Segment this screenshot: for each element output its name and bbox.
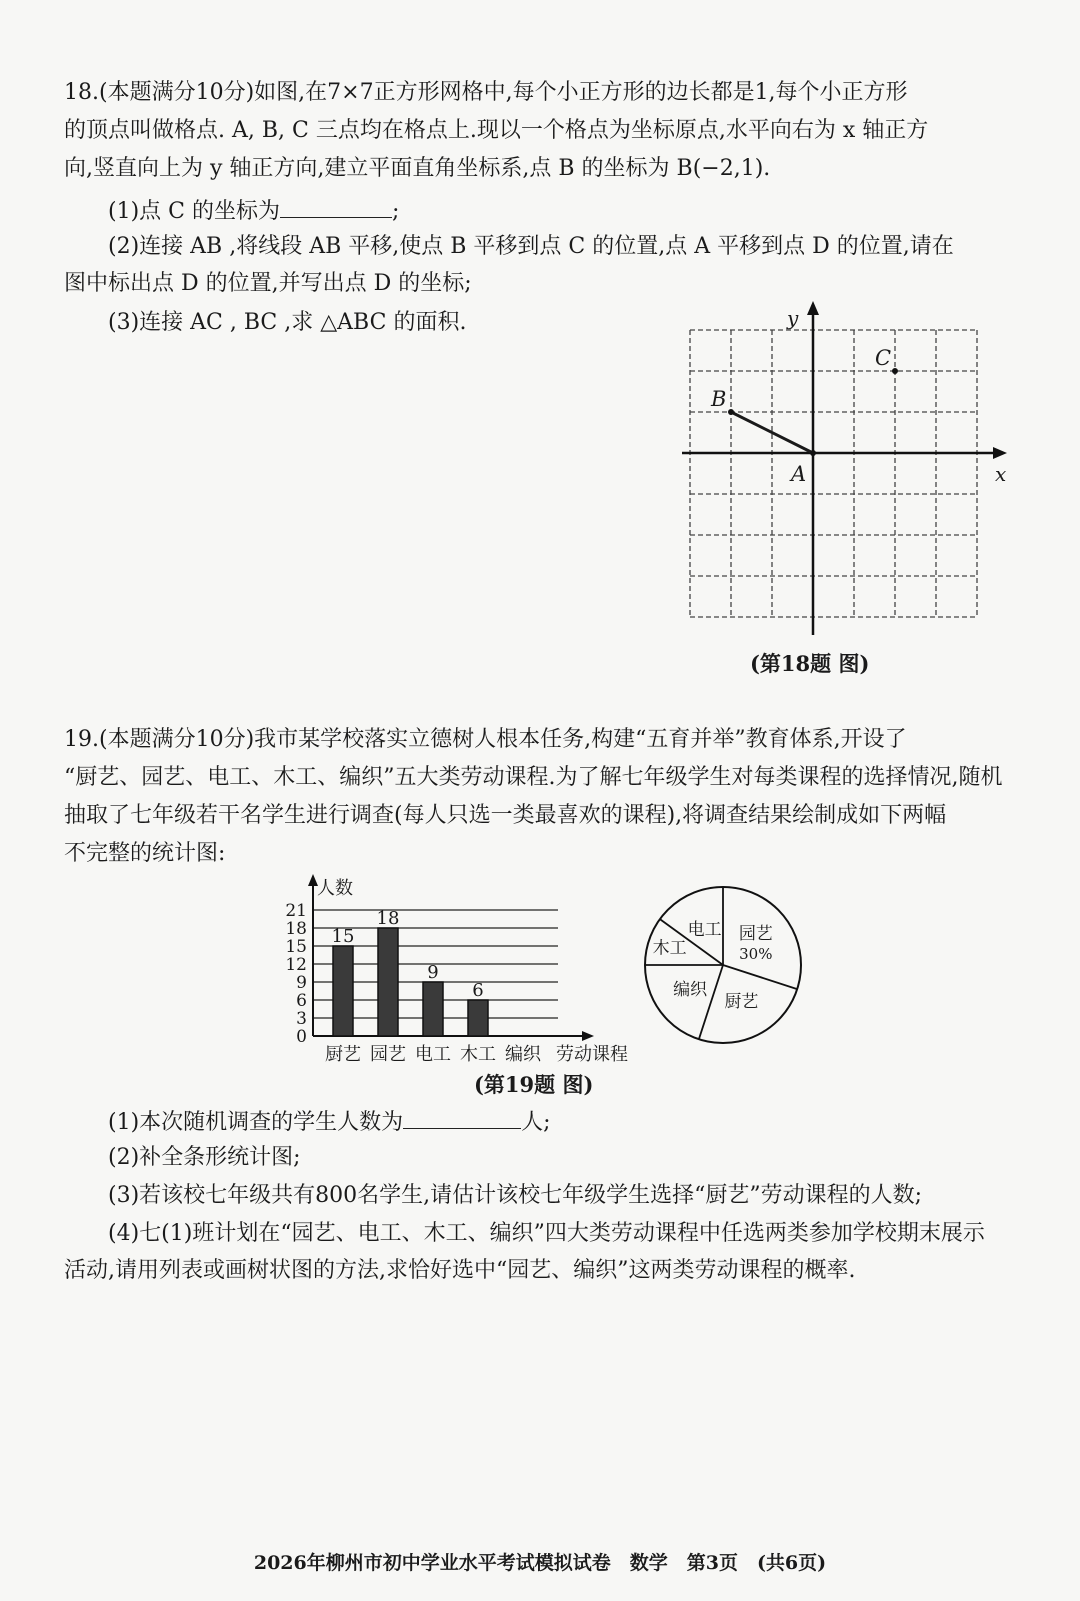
page-footer: 2026年柳州市初中学业水平考试模拟试卷 数学 第3页 (共6页) (253, 1552, 827, 1574)
bar-data-label: 15 (331, 926, 355, 947)
y-axis-title: 人数 (317, 878, 353, 899)
bar-chart (280, 872, 628, 1065)
q19-intro-line-2: “厨艺、园艺、电工、木工、编织”五大类劳动课程.为了解七年级学生对每类课程的选择情况,随机 (64, 765, 1003, 790)
q19-sub2: (2)补全条形统计图; (108, 1145, 301, 1170)
q18-sub2-line-2: 图中标出点 D 的位置,并写出点 D 的坐标; (64, 271, 472, 296)
q19-intro-line-3: 抽取了七年级若干名学生进行调查(每人只选一类最喜欢的课程),将调查结果绘制成如下两幅 (64, 803, 947, 828)
bar-0 (333, 946, 353, 1036)
q19-sub1 (108, 1104, 1078, 1138)
q19-sub4-line-2: 活动,请用列表或画树状图的方法,求恰好选中“园艺、编织”这两类劳动课程的概率. (64, 1258, 856, 1283)
point-label-b: B (711, 387, 727, 411)
y-tick-label: 18 (285, 919, 307, 939)
bar-2 (423, 982, 443, 1036)
x-axis-arrow (582, 1031, 594, 1041)
bar-3 (468, 1000, 488, 1036)
q18-sub2-line-1: (2)连接 AB ,将线段 AB 平移,使点 B 平移到点 C 的位置,点 A 平移到点 D 的位置,请在 (108, 234, 954, 259)
q18-coordinate-grid (680, 305, 1010, 635)
y-tick-label: 3 (296, 1009, 307, 1029)
bar-data-label: 18 (376, 908, 400, 929)
y-axis-label: y (787, 306, 799, 330)
q18-intro-line-3: 向,竖直向上为 y 轴正方向,建立平面直角坐标系,点 B 的坐标为 B(−2,1). (64, 156, 771, 181)
pie-slice-label: 厨艺 (724, 992, 759, 1013)
bar-data-label: 6 (472, 980, 484, 1001)
q19-intro-line-1: 19.(本题满分10分)我市某学校落实立德树人根本任务,构建“五育并举”教育体系,开设了 (64, 727, 907, 752)
x-category-label: 木工 (460, 1044, 496, 1065)
answer-blank[interactable] (403, 1104, 521, 1129)
q18-intro-line-2: 的顶点叫做格点. A, B, C 三点均在格点上.现以一个格点为坐标原点,水平向右为 x 轴正方 (64, 118, 929, 143)
x-axis-arrow (993, 447, 1007, 459)
y-tick-label: 9 (296, 973, 307, 993)
y-tick-label: 21 (285, 901, 307, 921)
q19-sub1-end: 人; (521, 1110, 551, 1135)
x-category-label: 厨艺 (325, 1044, 361, 1065)
point-label-a: A (791, 462, 807, 486)
q18-sub3: (3)连接 AC , BC ,求 △ABC 的面积. (108, 310, 467, 335)
q19-sub3: (3)若该校七年级共有800名学生,请估计该校七年级学生选择“厨艺”劳动课程的人数; (108, 1183, 923, 1208)
y-tick-label: 6 (296, 991, 307, 1011)
x-axis-title: 劳动课程 (556, 1044, 628, 1065)
y-tick-label: 15 (285, 937, 307, 957)
x-category-label: 编织 (505, 1044, 541, 1065)
q19-sub1-prompt: (1)本次随机调查的学生人数为 (108, 1110, 404, 1135)
q18-sub1 (108, 193, 1078, 227)
q19-figure-caption: (第19题 图) (474, 1072, 594, 1097)
y-tick-label: 0 (296, 1027, 307, 1047)
point-b (728, 409, 734, 415)
answer-blank[interactable] (280, 193, 392, 218)
point-label-c: C (875, 346, 892, 370)
pie-slice-label: 编织 (673, 979, 708, 1000)
point-a (810, 450, 816, 456)
pie-slice-label: 木工 (652, 938, 687, 959)
pie-chart (638, 880, 808, 1050)
pie-slice-percent: 30% (739, 945, 773, 964)
q19-intro-line-4: 不完整的统计图: (64, 841, 226, 866)
q18-sub1-prompt: (1)点 C 的坐标为 (108, 199, 280, 224)
q18-intro-line-1: 18.(本题满分10分)如图,在7×7正方形网格中,每个小正方形的边长都是1,每个小正方形 (64, 80, 908, 105)
x-axis-label: x (995, 462, 1007, 486)
pie-slice-label: 园艺 (738, 924, 773, 945)
pie-slice-label: 电工 (687, 919, 722, 940)
x-category-label: 园艺 (370, 1044, 406, 1065)
y-tick-label: 12 (285, 955, 307, 975)
q19-sub4-line-1: (4)七(1)班计划在“园艺、电工、木工、编织”四大类劳动课程中任选两类参加学校期末展示 (108, 1221, 985, 1246)
q18-figure-caption: (第18题 图) (750, 651, 870, 676)
x-category-label: 电工 (415, 1044, 451, 1065)
grid-lines (690, 330, 977, 617)
y-axis-arrow (807, 301, 819, 315)
point-c (892, 368, 898, 374)
bar-data-label: 9 (427, 962, 439, 983)
bar-1 (378, 928, 398, 1036)
q18-sub1-end: ; (391, 199, 400, 224)
